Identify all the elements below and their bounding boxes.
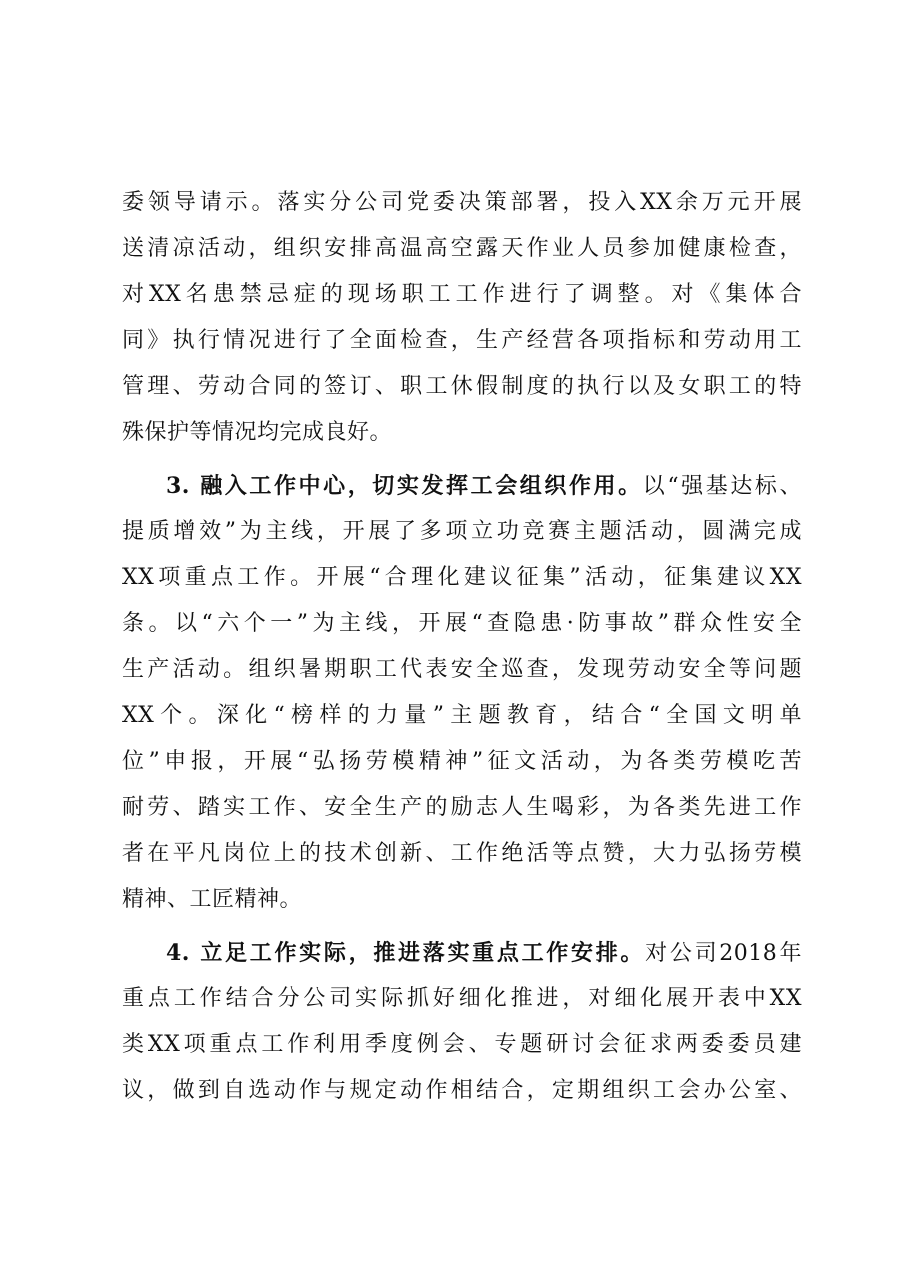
section-heading: 3. 融入工作中心，切实发挥工会组织作用。 — [166, 473, 643, 499]
text-line: 委领导请示。落实分公司党委决策部署，投入XX余万元开展 — [122, 190, 802, 215]
text-line: XX个。深化“榜样的力量”主题教育，结合“全国文明单 — [122, 703, 802, 728]
section-heading-line — [166, 463, 802, 509]
text-line: 位”申报，开展“弘扬劳模精神”征文活动，为各类劳模吃苦 — [122, 749, 802, 774]
section-heading: 4. 立足工作实际，推进落实重点工作安排。 — [166, 940, 646, 966]
text-line: 条。以“六个一”为主线，开展“查隐患·防事故”群众性安全 — [122, 611, 802, 636]
text-line: 精神、工匠精神。 — [122, 887, 303, 912]
text-run: 对公司2018年 — [645, 941, 802, 966]
text-line: 类XX项重点工作利用季度例会、专题研讨会征求两委委员建 — [122, 1032, 802, 1057]
text-line: 管理、劳动合同的签订、职工休假制度的执行以及女职工的特 — [122, 374, 802, 399]
text-line: 生产活动。组织暑期职工代表安全巡查，发现劳动安全等问题 — [122, 657, 802, 682]
text-run: 以“强基达标、 — [642, 474, 802, 499]
text-line: 对XX名患禁忌症的现场职工工作进行了调整。对《集体合 — [122, 282, 802, 307]
section-heading-line — [166, 930, 802, 976]
text-line: XX项重点工作。开展“合理化建议征集”活动，征集建议XX — [122, 565, 802, 590]
text-line: 同》执行情况进行了全面检查，生产经营各项指标和劳动用工 — [122, 328, 802, 353]
text-line: 重点工作结合分公司实际抓好细化推进，对细化展开表中XX — [122, 986, 802, 1011]
text-line: 议，做到自选动作与规定动作相结合，定期组织工会办公室、 — [122, 1078, 802, 1103]
text-line: 送清凉活动，组织安排高温高空露天作业人员参加健康检查， — [122, 236, 802, 261]
text-line: 者在平凡岗位上的技术创新、工作绝活等点赞，大力弘扬劳模 — [122, 841, 802, 866]
text-line: 耐劳、踏实工作、安全生产的励志人生喝彩，为各类先进工作 — [122, 795, 802, 820]
text-line: 提质增效”为主线，开展了多项立功竞赛主题活动，圆满完成 — [122, 519, 802, 544]
text-line: 殊保护等情况均完成良好。 — [122, 420, 393, 445]
